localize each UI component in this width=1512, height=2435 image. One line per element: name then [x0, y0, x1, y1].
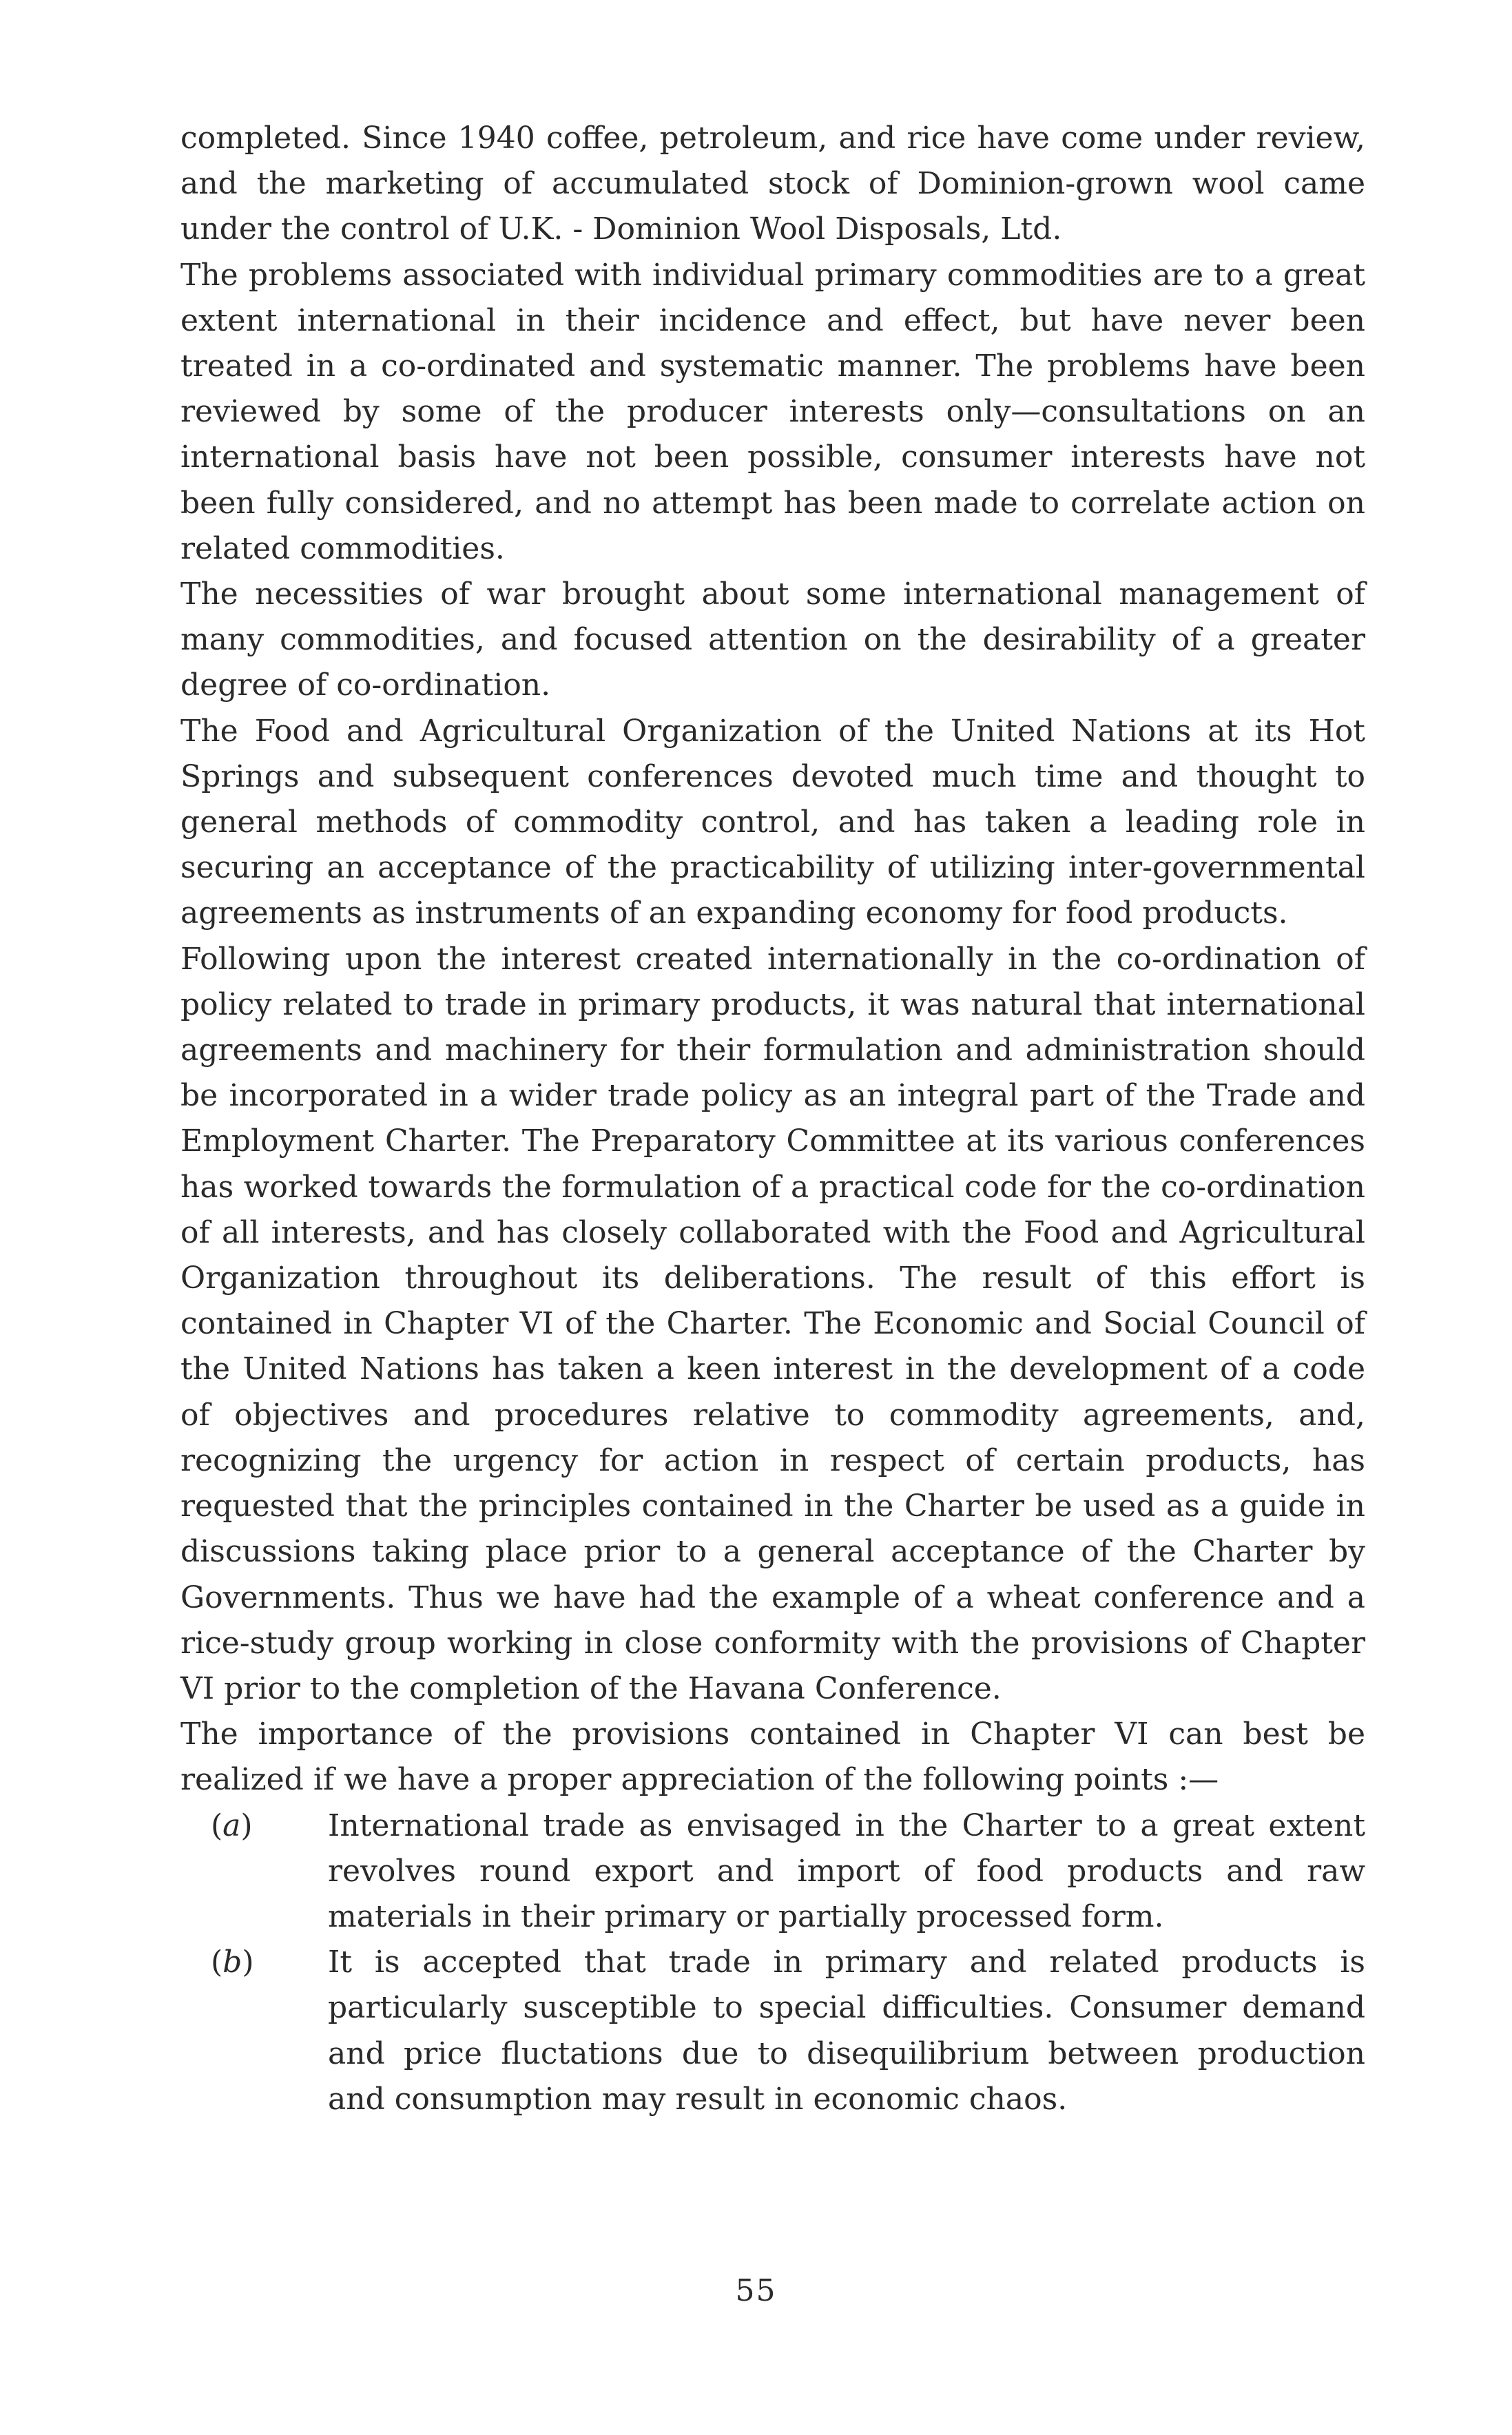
list-item — [180, 1940, 1365, 2122]
paragraph-continuation: completed. Since 1940 coffee, petroleum, and rice have come under review, and the marketing of accumulated stock of Dominion-grown wool came under the control of U.K. - Dominion Wool Disposals, Ltd. — [180, 121, 1365, 247]
paragraph-fao: The Food and Agricultural Organization of the United Nations at its Hot Springs and subsequent conferences devoted much time and thought to general methods of commodity control, and has taken a leading role in securing an acceptance of the practicability of utilizing inter-governmental agreements as instruments of an expanding economy for food products. — [180, 713, 1365, 931]
list-item-marker: (b) — [211, 1945, 254, 1980]
list-item-text: It is accepted that trade in primary and related products is particularly susceptible to special difficulties. Consumer demand and price fluctations due to disequilibrium between production and consumption may result in economic chaos. — [328, 1945, 1365, 2117]
paragraph-importance: The importance of the provisions contained in Chapter VI can best be realized if we have a proper appreciation of the following points :— — [180, 1717, 1365, 1798]
paragraph-charter-coordination: Following upon the interest created internationally in the co-ordination of policy related to trade in primary products, it was natural that international agreements and machinery for their formulation and administration should be incorporated in a wider trade policy as an integral part of the Trade and Employment Charter. The Preparatory Committee at its various conferences has worked towards the formulation of a practical code for the co-ordination of all interests, and has closely collaborated with the Food and Agricultural Organization throughout its deliberations. The result of this effort is contained in Chapter VI of the Charter. The Economic and Social Council of the United Nations has taken a keen interest in the development of a code of objectives and procedures relative to commodity agreements, and, recognizing the urgency for action in respect of certain products, has requested that the principles contained in the Charter be used as a guide in discussions taking place prior to a general acceptance of the Charter by Governments. Thus we have had the example of a wheat conference and a rice-study group working in close conformity with the provisions of Chapter VI prior to the completion of the Havana Conference. — [180, 941, 1365, 1706]
paragraph-war-necessities: The necessities of war brought about some international management of many commodities, and focused attention on the desirability of a greater degree of co-ordination. — [180, 577, 1365, 703]
document-page — [180, 116, 1365, 2122]
paragraph-problems: The problems associated with individual primary commodities are to a great extent international in their incidence and effect, but have never been treated in a co-ordinated and systematic manner. The problems have been reviewed by some of the producer interests only—consultations on an international basis have not been possible, consumer interests have not been fully considered, and no attempt has been made to correlate action on related commodities. — [180, 257, 1365, 566]
list-item — [180, 1803, 1365, 1940]
list-item-marker: (a) — [211, 1807, 253, 1843]
page-number: 55 — [735, 2273, 777, 2308]
list-item-text: International trade as envisaged in the Charter to a great extent revolves round export and import of food products and raw materials in their primary or partially processed form. — [328, 1807, 1365, 1934]
